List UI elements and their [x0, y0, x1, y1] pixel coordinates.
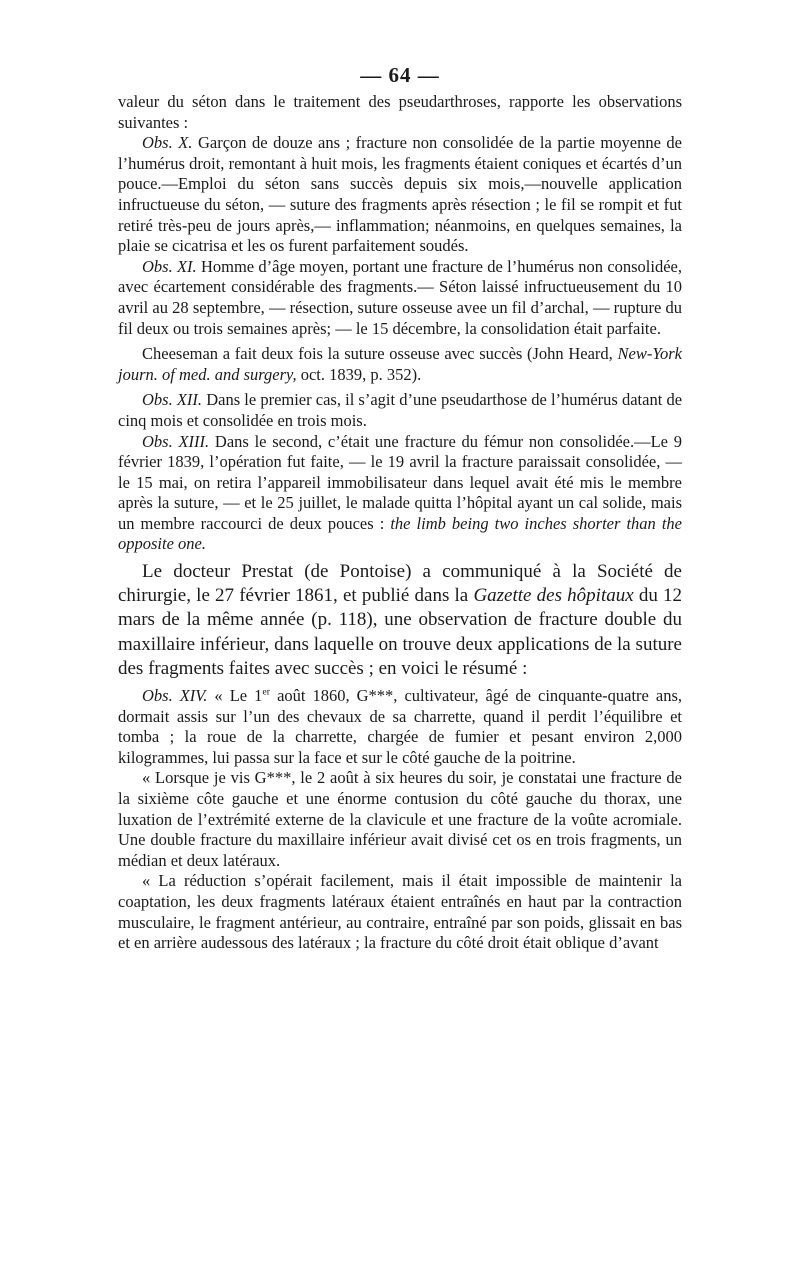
paragraph-lorsque: « Lorsque je vis G***, le 2 août à six heures du soir, je constatai une fracture de la sixième côte gauche et une énorme contusion du côté gauche du thorax, une luxation de l’extrémité externe de la clavicule et une fracture de la voûte acromiale. Une double fracture du maxillaire inférieur avait divisé cet os en trois fragments, un médian et deux latéraux.	[118, 768, 682, 870]
english-quote: the limb being two inches shorter than the opposite one.	[118, 513, 683, 554]
observation-10	[118, 133, 682, 257]
paragraph-prestat	[118, 560, 682, 681]
observation-text: août 1860, G***, cultivateur, âgé de cinquante-quatre ans, dormait assis sur l’un des chevaux de sa charrette, quand il perdit l’équilibre et tomba ; la roue de la charrette, chargée de fumier et pesant environ 2,000 kilogrammes, lui passa sur la face et sur le côté gauche de la poitrine.	[118, 686, 683, 767]
observation-14	[118, 686, 682, 768]
book-page	[118, 58, 682, 1198]
paragraph-reduction: « La réduction s’opérait facilement, mais il était impossible de maintenir la coaptation, les deux fragments latéraux étaient entraînés en haut par la contraction musculaire, le fragment antérieur, au contraire, entraîné par son poids, glissait en bas et en arrière audessous des latéraux ; la fracture du côté droit était oblique d’avant	[118, 871, 682, 953]
paragraph-intro: valeur du séton dans le traitement des pseudarthroses, rapporte les observations suivantes :	[118, 92, 682, 132]
observation-text-start: « Le 1	[214, 686, 263, 706]
observation-12	[118, 390, 682, 431]
observation-label: Obs. X.	[142, 133, 193, 153]
observation-text: Dans le premier cas, il s’agit d’une pseudarthose de l’humérus datant de cinq mois et consolidée en trois mois.	[118, 390, 683, 430]
page-number: — 64 —	[360, 63, 440, 87]
paragraph-cheeseman	[118, 344, 682, 385]
cheeseman-text: Cheeseman a fait deux fois la suture osseuse avec succès (John Heard,	[142, 344, 613, 364]
observation-label: Obs. XIII.	[142, 431, 210, 451]
observation-text: Dans le second, c’était une fracture du fémur non consolidée.—Le 9 février 1839, l’opération fut faite, — le 19 avril la fracture paraissait consolidée, — le 15 mai, on retira l’appareil immobilisateur dans lequel avait été mis le membre après la suture, — et le 25 juillet, le malade quitta l’hôpital ayant un cal solide, mais un membre raccourci de deux pouces :	[118, 431, 683, 533]
observation-text: Garçon de douze ans ; fracture non consolidée de la partie moyenne de l’humérus droit, remontant à huit mois, les fragments étaient coniques et écartés d’un pouce.—Emploi du séton sans succès depuis six mois,—nouvelle application infructueuse du séton, — suture des fragments après résection ; le fil se rompit et fut retiré très-peu de jours après,— inflammation; néanmoins, en quelques semaines, la plaie se cicatrisa et les os furent parfaitement soudés.	[118, 133, 682, 256]
journal-title: Gazette des hôpitaux	[473, 585, 634, 607]
ordinal-superscript: er	[262, 686, 271, 698]
prestat-text-continued: du 12 mars de la même année (p. 118), une observation de fracture double du maxillaire inférieur, dans laquelle on trouve deux applications de la suture des fragments faites avec succès ; en voici le résumé :	[118, 585, 683, 679]
observation-label: Obs. XIV.	[142, 686, 208, 706]
citation-date: oct. 1839, p. 352).	[300, 364, 422, 384]
prestat-text: Le docteur Prestat (de Pontoise) a communiqué à la Société de chirurgie, le 27 février 1861, et publié dans la	[118, 561, 682, 607]
observation-13	[118, 432, 682, 556]
observation-label: Obs. XII.	[142, 390, 203, 410]
journal-title: New-York journ. of med. and surgery,	[118, 344, 683, 384]
observation-11	[118, 257, 682, 339]
observation-label: Obs. XI.	[142, 256, 197, 276]
observation-text: Homme d’âge moyen, portant une fracture de l’humérus non consolidée, avec écartement considérable des fragments.— Séton laissé infructueusement du 10 avril au 28 septembre, — résection, suture osseuse avee un fil d’archal, — rupture du fil deux ou trois semaines après; — le 15 décembre, la consolidation était parfaite.	[118, 256, 683, 338]
